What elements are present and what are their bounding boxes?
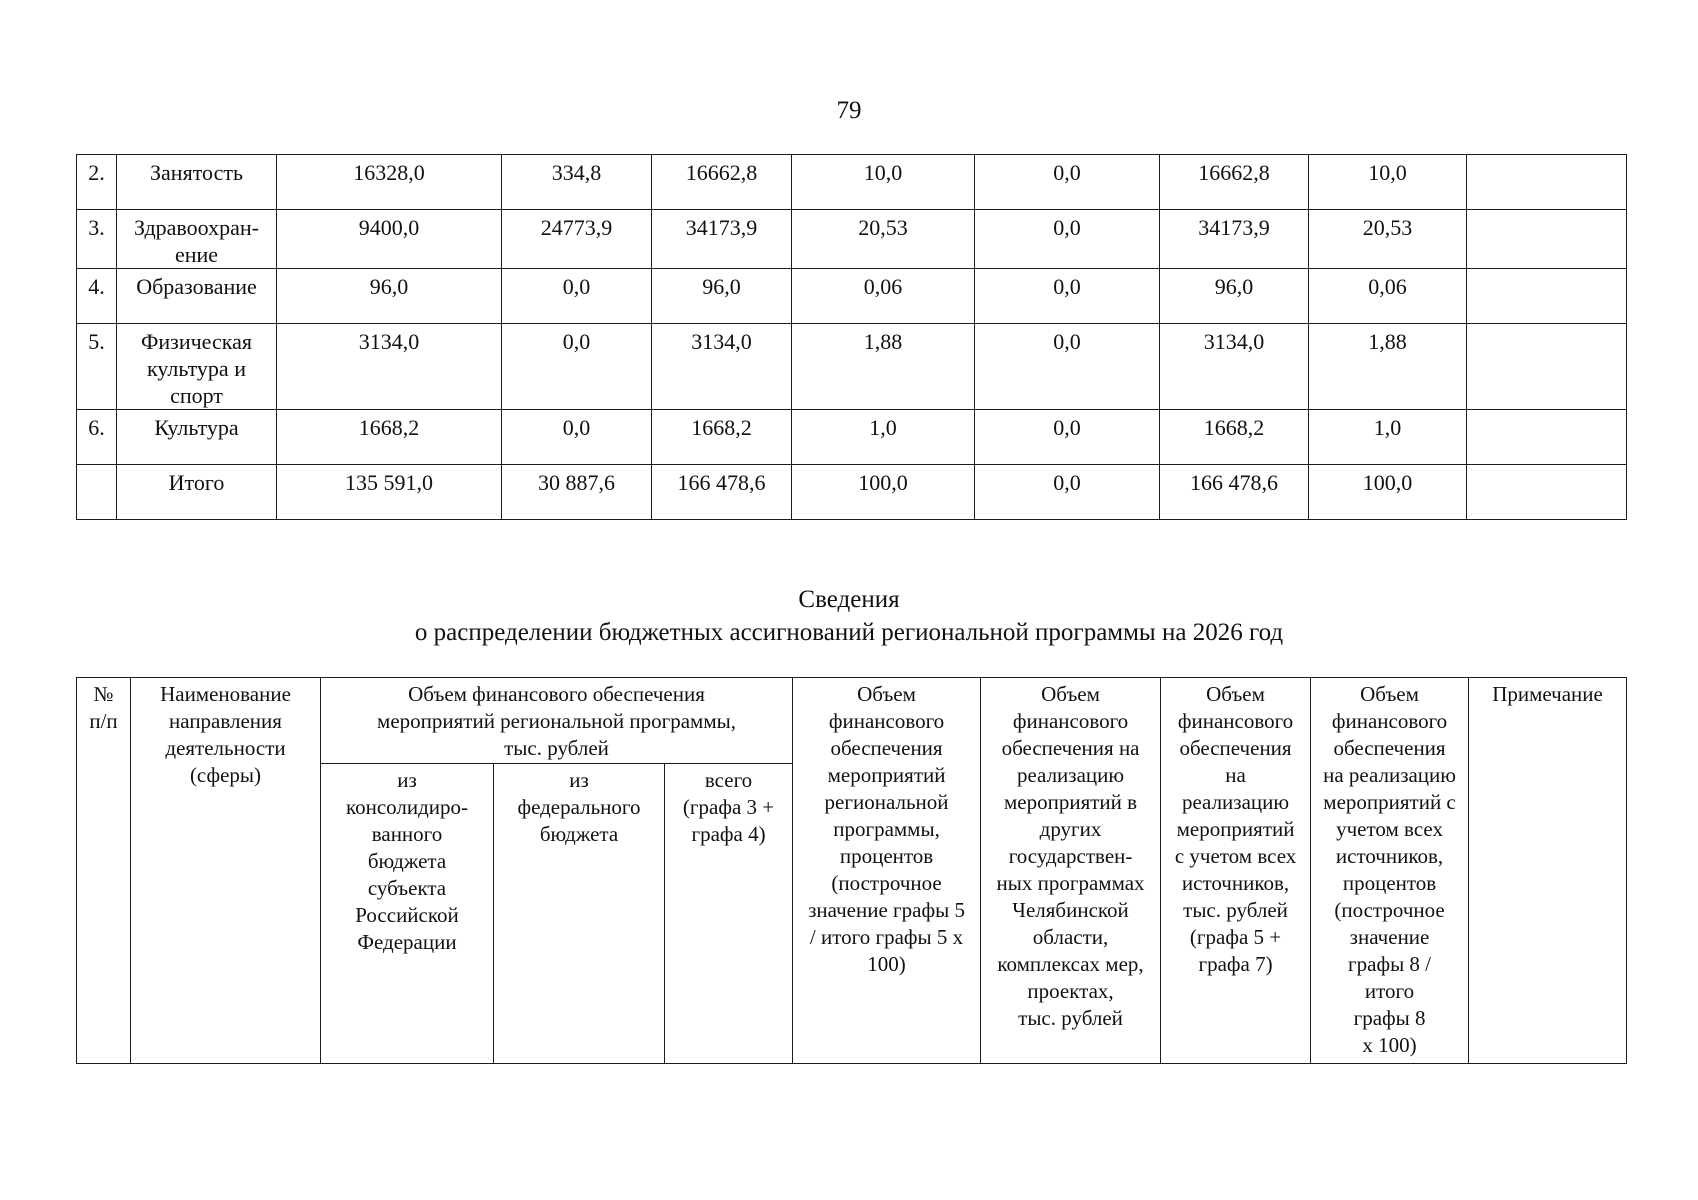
total-row [77, 465, 1627, 520]
cell-all-sources: 34173,9 [1160, 210, 1309, 269]
cell-all-sources-percent: 0,06 [1309, 269, 1467, 324]
cell-federal: 0,0 [502, 324, 652, 410]
cell-other-programs: 0,0 [975, 465, 1160, 520]
cell-other-programs: 0,0 [975, 324, 1160, 410]
cell-consolidated: 135 591,0 [277, 465, 502, 520]
header-percent: Объем финансового обеспечения мероприятий региональной программы, процентов (построчное значение графы 5 / итого графы 5 х 100) [793, 678, 981, 1064]
header-all-sources: Объем финансового обеспечения на реализацию мероприятий с учетом всех источников, тыс. рублей (графа 5 + графа 7) [1161, 678, 1311, 1064]
cell-note [1467, 269, 1627, 324]
cell-total: 16662,8 [652, 155, 792, 210]
page-number: 79 [836, 97, 862, 124]
cell-all-sources: 166 478,6 [1160, 465, 1309, 520]
cell-consolidated: 16328,0 [277, 155, 502, 210]
cell-all-sources: 16662,8 [1160, 155, 1309, 210]
cell-all-sources: 1668,2 [1160, 410, 1309, 465]
cell-total: 1668,2 [652, 410, 792, 465]
cell-consolidated: 9400,0 [277, 210, 502, 269]
header-all-sources-percent: Объем финансового обеспечения на реализацию мероприятий с учетом всех источников, процентов (построчное значение графы 8 / итого графы 8 х 100) [1311, 678, 1469, 1064]
cell-consolidated: 3134,0 [277, 324, 502, 410]
table-row [77, 210, 1627, 269]
row-name: Занятость [117, 155, 277, 210]
cell-consolidated: 96,0 [277, 269, 502, 324]
header-federal: из федерального бюджета [494, 764, 665, 1064]
cell-note [1467, 324, 1627, 410]
cell-all-sources: 96,0 [1160, 269, 1309, 324]
cell-other-programs: 0,0 [975, 269, 1160, 324]
header-number: № п/п [77, 678, 131, 1064]
cell-percent: 100,0 [792, 465, 975, 520]
cell-other-programs: 0,0 [975, 410, 1160, 465]
cell-percent: 0,06 [792, 269, 975, 324]
header-consolidated: из консолидиро- ванного бюджета субъекта Российской Федерации [321, 764, 494, 1064]
cell-all-sources-percent: 20,53 [1309, 210, 1467, 269]
cell-note [1467, 155, 1627, 210]
row-number: 6. [77, 410, 117, 465]
cell-percent: 1,88 [792, 324, 975, 410]
cell-note [1467, 210, 1627, 269]
row-number: 3. [77, 210, 117, 269]
header-note: Примечание [1469, 678, 1627, 1064]
row-name: Физическая культура и спорт [117, 324, 277, 410]
cell-federal: 24773,9 [502, 210, 652, 269]
cell-percent: 1,0 [792, 410, 975, 465]
table-row [77, 155, 1627, 210]
row-name: Здравоохран- ение [117, 210, 277, 269]
cell-note [1467, 465, 1627, 520]
header-volume-group: Объем финансового обеспечения мероприятий региональной программы, тыс. рублей [321, 678, 793, 764]
cell-federal: 30 887,6 [502, 465, 652, 520]
row-number: 5. [77, 324, 117, 410]
budget-data-table [76, 154, 1627, 520]
table-row [77, 410, 1627, 465]
row-number: 2. [77, 155, 117, 210]
cell-all-sources-percent: 100,0 [1309, 465, 1467, 520]
cell-all-sources: 3134,0 [1160, 324, 1309, 410]
cell-percent: 10,0 [792, 155, 975, 210]
cell-all-sources-percent: 1,0 [1309, 410, 1467, 465]
cell-consolidated: 1668,2 [277, 410, 502, 465]
row-name: Культура [117, 410, 277, 465]
heading-subtitle: о распределении бюджетных ассигнований региональной программы на 2026 год [414, 619, 1284, 646]
section-heading [0, 583, 1698, 649]
row-name: Итого [117, 465, 277, 520]
cell-total: 3134,0 [652, 324, 792, 410]
cell-all-sources-percent: 10,0 [1309, 155, 1467, 210]
header-name: Наименование направления деятельности (сферы) [131, 678, 321, 1064]
cell-percent: 20,53 [792, 210, 975, 269]
cell-total: 34173,9 [652, 210, 792, 269]
cell-federal: 0,0 [502, 410, 652, 465]
cell-other-programs: 0,0 [975, 210, 1160, 269]
cell-all-sources-percent: 1,88 [1309, 324, 1467, 410]
header-total: всего (графа 3 + графа 4) [665, 764, 793, 1064]
header-other-programs: Объем финансового обеспечения на реализацию мероприятий в других государствен- ных программах Челябинской области, комплексах мер, проектах, тыс. рублей [981, 678, 1161, 1064]
distribution-header-table [76, 677, 1627, 1064]
row-number: 4. [77, 269, 117, 324]
table-row [77, 324, 1627, 410]
heading-title: Сведения [798, 586, 900, 613]
cell-total: 166 478,6 [652, 465, 792, 520]
cell-total: 96,0 [652, 269, 792, 324]
table-row [77, 269, 1627, 324]
cell-federal: 334,8 [502, 155, 652, 210]
cell-other-programs: 0,0 [975, 155, 1160, 210]
row-number [77, 465, 117, 520]
cell-note [1467, 410, 1627, 465]
row-name: Образование [117, 269, 277, 324]
cell-federal: 0,0 [502, 269, 652, 324]
